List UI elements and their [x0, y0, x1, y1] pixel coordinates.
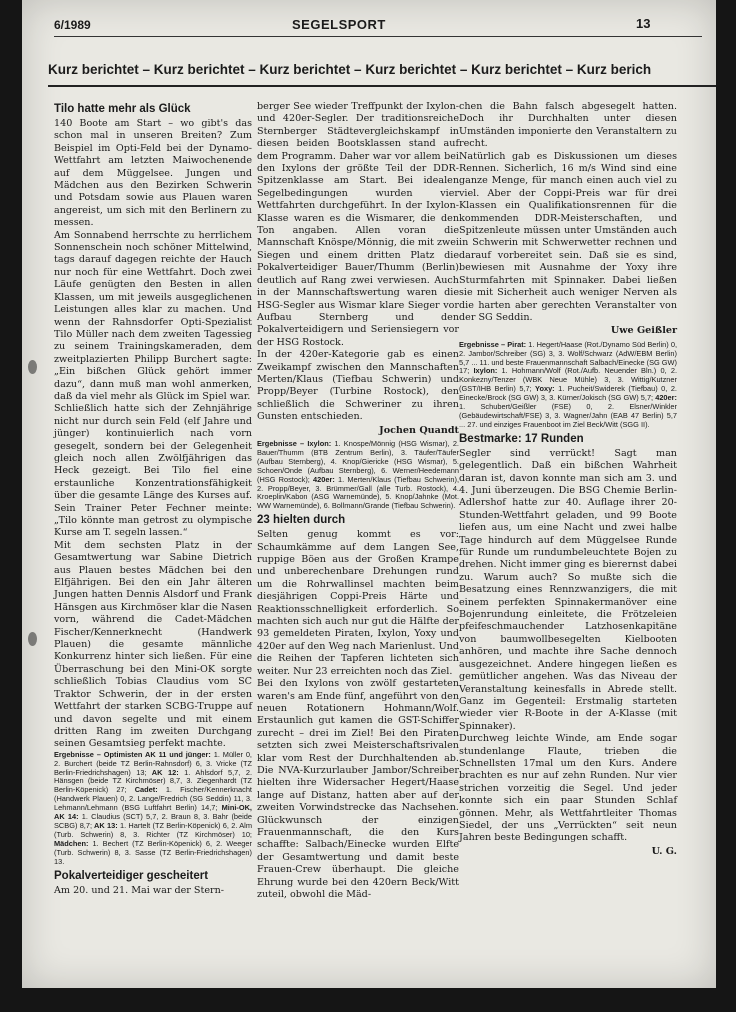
article-headline: Tilo hatte mehr als Glück	[54, 103, 191, 115]
paragraph: 140 Boote am Start – wo gibt's das schon mal in unseren Breiten? Zum Beispiel im Opti-Feld bei der Dynamo-Wettfahrt am letzten Maiwochenende auf dem Müggelsee. Jungen und Mädchen aus den Bezirken Schwerin und Potsdam sowie aus Plauen waren angereist, um sich mit den Berlinern zu messen.	[54, 118, 252, 229]
magazine-title: SEGELSPORT	[292, 17, 386, 32]
paragraph: berger See wieder Treffpunkt der Ixylon- und 420er-Segler. Der traditionsreiche Sternberger Städtevergleichskampf in diesen beiden Bootsklassen stand auf dem Programm. Daher war vor allem bei den Ixylons der größte Teil der DDR-Spitzenklasse am Start. Bei idealen Segelbedingungen wurden vier Wettfahrten durchgeführt. In der Ixylon-Klasse waren es die Wismarer, die den Ton angaben. Allen voran die Mannschaft Knöspe/Mönnig, die mit zwei Siegen und einem dritten Platz die Pokalverteidiger Bauer/Thumm (Berlin) deutlich auf Rang zwei verwiesen. Auch in der Mannschaftswertung waren die HSG-Segler aus Wismar klare Sieger vor Aufbau Sternberg und den Pokalverteidigern und Seriensiegern vor der HSG Rostock.	[257, 101, 459, 348]
paragraph: chen die Bahn falsch abgesegelt hatten. Doch ihr Durchhalten unter diesen Umständen imponierte den Veranstaltern zu recht.	[459, 101, 677, 150]
paragraph: Mit dem sechsten Platz in der Gesamtwertung war Sabine Dietrich aus Plauen bestes Mädchen bei den Elfjährigen. Bei den ein Jahr älteren Jungen hatten Dennis Alsdorf und Frank Hänsgen aus Kirchmöser klar die Nasen vorn, während die Cadet-Mädchen Fischer/Kennerknecht (Handwerk Plauen) die gesamte männliche Konkurrenz hinter sich ließen. Für eine Überraschung bei den Mini-OK sorgte schließlich Tobias Claudius vom SC Traktor Schwerin, der in der ersten Wettfahrt der starken SCBG-Truppe auf und davon segelte und mit einem dritten Rang im zweiten Durchgang seinen Gesamtsieg perfekt machte.	[54, 539, 252, 750]
article-headline: Pokalverteidiger gescheitert	[54, 869, 209, 882]
article-headline: Bestmarke: 17 Runden	[459, 432, 584, 445]
section-banner: Kurz berichtet – Kurz berichtet – Kurz berichtet – Kurz berichtet – Kurz berichtet – Kurz berich	[48, 57, 716, 87]
punch-hole	[28, 360, 37, 374]
column-3	[459, 101, 677, 861]
issue-number: 6/1989	[54, 18, 91, 32]
header-rule	[54, 36, 702, 37]
column-1	[54, 100, 252, 897]
page-number: 13	[636, 16, 651, 31]
article-headline: 23 hielten durch	[257, 514, 346, 527]
magazine-page	[22, 0, 716, 988]
results-block: Ergebnisse – Pirat: 1. Hegert/Haase (Rot./Dynamo Süd Berlin) 0, 2. Jambor/Schreiber (SG) 3, 3. Wolf/Schwarz (AdW/EBM Berlin) 5,7 ... 11. und beste Frauenmannschaft Salbach/Einecke (SG GW) 17; Ixylon: 1. Hohmann/Wolf (Rot./Aufb. Neuender Bln.) 0, 2. Konkezny/Tenzer (WBK Neue Mühle) 3, 3. Wittig/Kutzner (GST/IHB Berlin) 5,7; Yoxy: 1. Pucheit/Swiderek (Tiefbau) 0, 2. Einecke/Brock (SG GW) 3, 3. Kürner/Jokisch (SG GW) 5,7; 420er: 1. Schubert/Geißler (FSE) 0, 2. Elsner/Winkler (Gebäudewirtschaft/FSE) 3, 3. Wagner/Jahn (EAB 47 Berlin) 5,7 ... 27. und einziges Frauenboot im Ziel Beck/Witt (SGG II).	[459, 339, 678, 429]
author-signature: U. G.	[651, 845, 677, 857]
results-block: Ergebnisse – Optimisten AK 11 und jünger: 1. Müller 0, 2. Burchert (beide TZ Berlin-Rahnsdorf) 6, 3. Vricke (TZ Berlin-Friedrichshagen) 13; AK 12: 1. Ahlsdorf 5,7, 2. Hänsgen (beide TZ Kirchmöser) 8,7, 3. Ziegenhardt (TZ Berlin-Köpenick) 27; Cadet: 1. Fischer/Kennerknacht (Handwerk Plauen) 0, 2. Lange/Fredrich (SG Seddin) 11, 3. Lehmann/Lehmann (BSG Luftfahrt Berlin) 14,7; Mini-OK, AK 14: 1. Claudius (SCT) 5,7, 2. Braun 8, 3. Bahr (beide SCBG) 8,7; AK 13: 1. Hartelt (TZ Berlin-Köpenick) 6, 2. Alm (Turb. Schwerin) 8, 3. Richter (TZ Kirchmöser) 10; Mädchen: 1. Bechert (TZ Berlin-Köpenick) 6, 2. Weeger (Turb. Schwerin) 8, 3. Sasse (TZ Berlin-Friedrichshagen) 13.	[54, 749, 253, 866]
paragraph: Segler sind verrückt! Sagt man gelegentlich. Daß ein bißchen Wahrheit daran ist, davon konnte man sich am 3. und 4. Juni überzeugen. Die BSG Chemie Berlin-Adlershof hatte zur 40. Auflage ihrer 20-Stunden-Wettfahrt geladen, und 99 Boote liefen aus, um eine Nacht und zwei halbe Tage hindurch auf dem Müggelsee Runde für Runde um rundumbeleuchtete Bojen zu drehen. Nicht immer ging es bierernst dabei zu. Warum auch? So mußte sich die Besatzung eines Rennzwanzigers, die mit einem perfekten Spinnakermanöver eine Bojenrundung einleitete, die Frötzeleien pfeifeschmauchender Latzhosenkapitäne von baumwollbesegelten Kielbooten anhören, und machte ihre Sache dennoch ausgezeichnet. Andere hingegen ließen es gemütlicher angehen. Was das Niveau der Veranstaltung keinesfalls in Abrede stellt. Ganz im Gegenteil: Erstmalig starteten wieder vier R-Boote in der A-Klasse (mit Spinnaker).	[459, 447, 677, 732]
author-signature: Jochen Quandt	[379, 424, 459, 436]
column-2	[257, 101, 459, 901]
author-signature: Uwe Geißler	[610, 325, 677, 337]
paragraph: Durchweg leichte Winde, am Ende sogar stundenlange Flaute, trieben die Schnellsten 17mal um den Kurs. Andere brachten es nur auf zehn Runden. Nur vier strichen vorzeitig die Segel. Und jeder konnte sich ein paar Stunden Schlaf gönnen. Mehr, als Wettfahrtleiter Thomas Siedel, der uns „Verrückten“ seit neun Jahren beste Bedingungen schafft.	[459, 733, 677, 844]
paragraph: Natürlich gab es Diskussionen um dieses Rennen. Sicherlich, 16 m/s Wind sind eine ganze Menge, für manch einen auch viel zu viel. Aber der Coppi-Preis war für drei Klassen ein Qualifikationsrennen für die kommenden DDR-Meisterschaften, und Spitzenleute müssen unter Umständen auch in Schwerin mit Schwerwetter rechnen und darauf vorbereitet sein. Daß sie es sind, bewiesen mit Ausnahme der Yoxy ihre Sturmfahrten mit Spinnaker. Dabei ließen sie mit Sicherheit auch weniger Nerven als die harten aber gerechten Veranstalter von der SG Seddin.	[459, 150, 677, 323]
paragraph: In der 420er-Kategorie gab es einen Zweikampf zwischen den Mannschaften Merten/Klaus (Tiefbau Schwerin) und Propp/Beyer (Turbine Rostock), den schließlich die Schweriner zu ihren Gunsten entschieden.	[257, 349, 459, 423]
paragraph: Am 20. und 21. Mai war der Stern-	[54, 884, 225, 896]
paragraph: Schließlich hatte sich der Zehnjährige nicht nur durch sein Feld (elf Jahre und jünger) kontinuierlich nach vorn gesegelt, sondern bei der Gelegenheit gleich noch allen Zwölfjährigen das Heck gezeigt. Bei Tilo fiel eine erstaunliche Konzentrationsfähigkeit über die gesamte Länge des Kurses auf. Sein Trainer Peter Fechner meinte: „Tilo könnte man getrost zu olympische Kurse am T. segeln lassen.“	[54, 403, 252, 539]
paragraph: Bei den Ixylons von zwölf gestarteten waren's am Ende fünf, angeführt von den neuen Rotationern Hohmann/Wolf. Erstaunlich gut kamen die GST-Schiffer zurecht – drei im Ziel! Bei den Piraten setzten sich zwei Meisterschaftsrivalen klar vom Rest der Durchhaltenden ab. Die NVA-Kurzurlauber Jambor/Schreiber hielten ihre Widersacher Hegert/Haase lange auf Distanz, hatten aber auf der zweiten Vorwindstrecke das Nachsehen. Glückwunsch der einzigen Frauenmannschaft, die den Kurs schaffte: Salbach/Einecke wurden Elfte der Gesamtwertung und damit beste Frauen-Crew überhaupt. Die gleiche Ehrung wurde bei den 420ern Beck/Witt zuteil, obwohl die Mäd-	[257, 678, 459, 900]
paragraph: Am Sonnabend herrschte zu herrlichem Sonnenschein noch schöner Mittelwind, tags darauf dagegen reichte der Hauch nur noch für eine Wettfahrt. Doch zwei Läufe genügten den Besten in allen Klassen, um mit jeweils ausgeglichenen Leistungen alles klar zu machen. Und wenn der Rahnsdorfer Opti-Spezialist Tilo Müller nach dem zweiten Tagessieg zu seinem Trainingskameraden, dem zweitplazierten Philipp Burchert sagte: „Ein bißchen Glück gehört immer dazu“, dann muß man wohl anmerken, daß da viel mehr als Glück im Spiel war.	[54, 229, 252, 402]
results-block: Ergebnisse – Ixylon: 1. Knospe/Mönnig (HSG Wismar), 2. Bauer/Thumm (BTB Zentrum Berlin), 3. Täufer/Täufer (Aufbau Sternberg), 4. Knop/Giericke (HSG Wismar), 5. Schoen/Onde (Aufbau Sternberg), 6. Werner/Heedemann (HSG Rostock); 420er: 1. Merten/Klaus (Tiefbau Schwerin), 2. Propp/Beyer, 3. Brümmer/Gall (alle Turb. Rostock), 4. Kroeplin/Kabon (ASG Warnemünde), 5. Knop/Jahnke (Mot. WW Warnemünde), 6. Bollmann/Grande (Tiefbau Schwerin).	[257, 438, 460, 511]
punch-hole	[28, 632, 37, 646]
paragraph: Selten genug kommt es vor: Schaumkämme auf dem Langen See, ruppige Böen aus der Großen Krampe und unberechenbare Drehungen rund um die Rohrwallinsel machten beim diesjährigen Coppi-Preis Härte und Reaktionsschnelligkeit erforderlich. So machten sich auch nur gut die Hälfte der 93 gemeldeten Piraten, Ixylon, Yoxy und 420er auf den Weg nach Marienlust. Und die Reihen der Tapferen lichteten sich weiter. Nur 23 erreichten noch das Ziel.	[257, 529, 459, 677]
